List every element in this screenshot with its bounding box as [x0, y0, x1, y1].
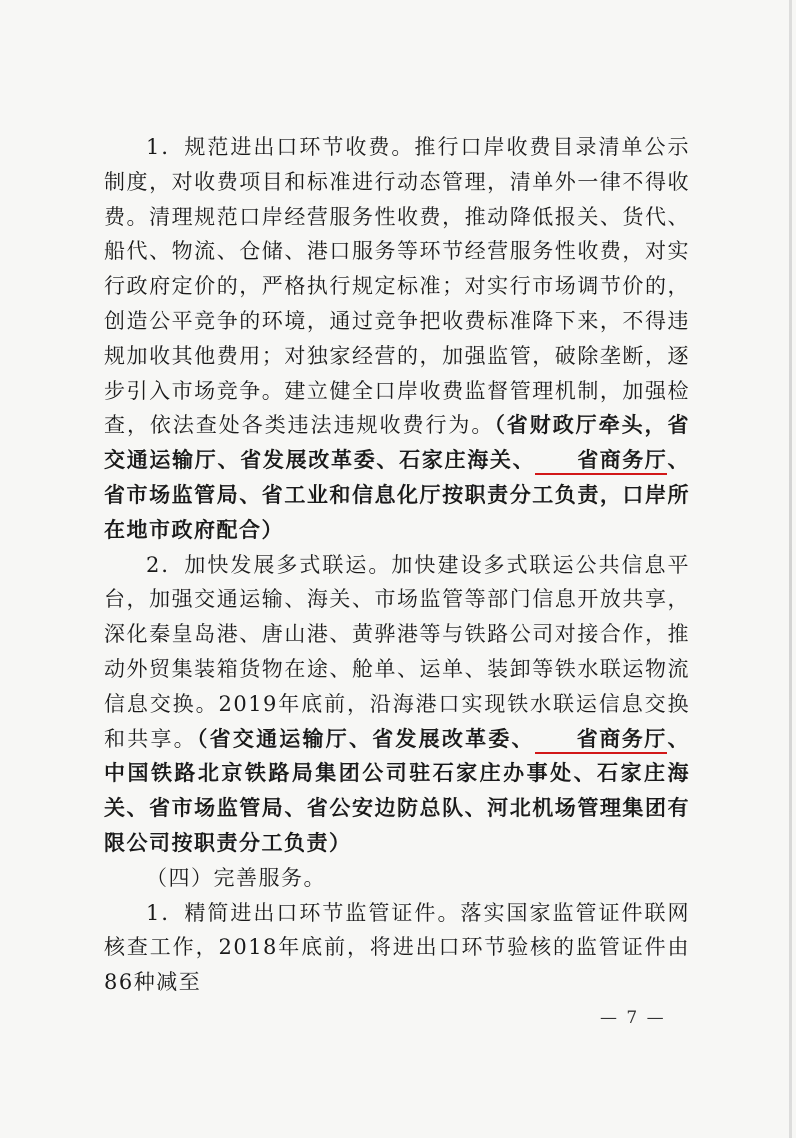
paragraph-body: 1．精简进出口环节监管证件。落实国家监管证件联网核查工作，2018年底前，将进出口环节验核的监管证件由86种减至	[104, 900, 690, 995]
scan-edge	[789, 0, 792, 1138]
paragraph-streamline-documents	[104, 896, 690, 1000]
responsibility-note: （省交通运输厅、省发展改革委、 省商务厅、中国铁路北京铁路局集团公司驻石家庄办事处、石家庄海关、省市场监管局、省公安边防总队、河北机场管理集团有限公司按职责分工负责）	[104, 725, 691, 855]
section-heading: （四）完善服务。	[146, 865, 326, 890]
underlined-department: 省商务厅	[535, 447, 667, 475]
document-body	[104, 130, 690, 1000]
paragraph-fee-regulation	[104, 130, 690, 548]
page-number: — 7 —	[600, 1008, 666, 1028]
underlined-department: 省商务厅	[535, 726, 667, 754]
paragraph-multimodal-transport	[104, 548, 690, 861]
paragraph-body: 2．加快发展多式联运。加快建设多式联运公共信息平台，加强交通运输、海关、市场监管等部门信息开放共享，深化秦皇岛港、唐山港、黄骅港等与铁路公司对接合作，推动外贸集装箱货物在途、舱单、运单、装卸等铁水联运物流信息交换。2019年底前，沿海港口实现铁水联运信息交换和共享。	[104, 552, 690, 751]
paragraph-body: 1．规范进出口环节收费。推行口岸收费目录清单公示制度，对收费项目和标准进行动态管理，清单外一律不得收费。清理规范口岸经营服务性收费，推动降低报关、货代、船代、物流、仓储、港口服务等环节经营服务性收费，对实行政府定价的，严格执行规定标准；对实行市场调节价的，创造公平竞争的环境，通过竞争把收费标准降下来，不得违规加收其他费用；对独家经营的，加强监管，破除垄断，逐步引入市场竞争。建立健全口岸收费监督管理机制，加强检查，依法查处各类违法违规收费行为。	[104, 135, 690, 438]
responsibility-note: （省财政厅牵头，省交通运输厅、省发展改革委、石家庄海关、 省商务厅、省市场监管局、省工业和信息化厅按职责分工负责，口岸所在地市政府配合）	[104, 412, 691, 542]
